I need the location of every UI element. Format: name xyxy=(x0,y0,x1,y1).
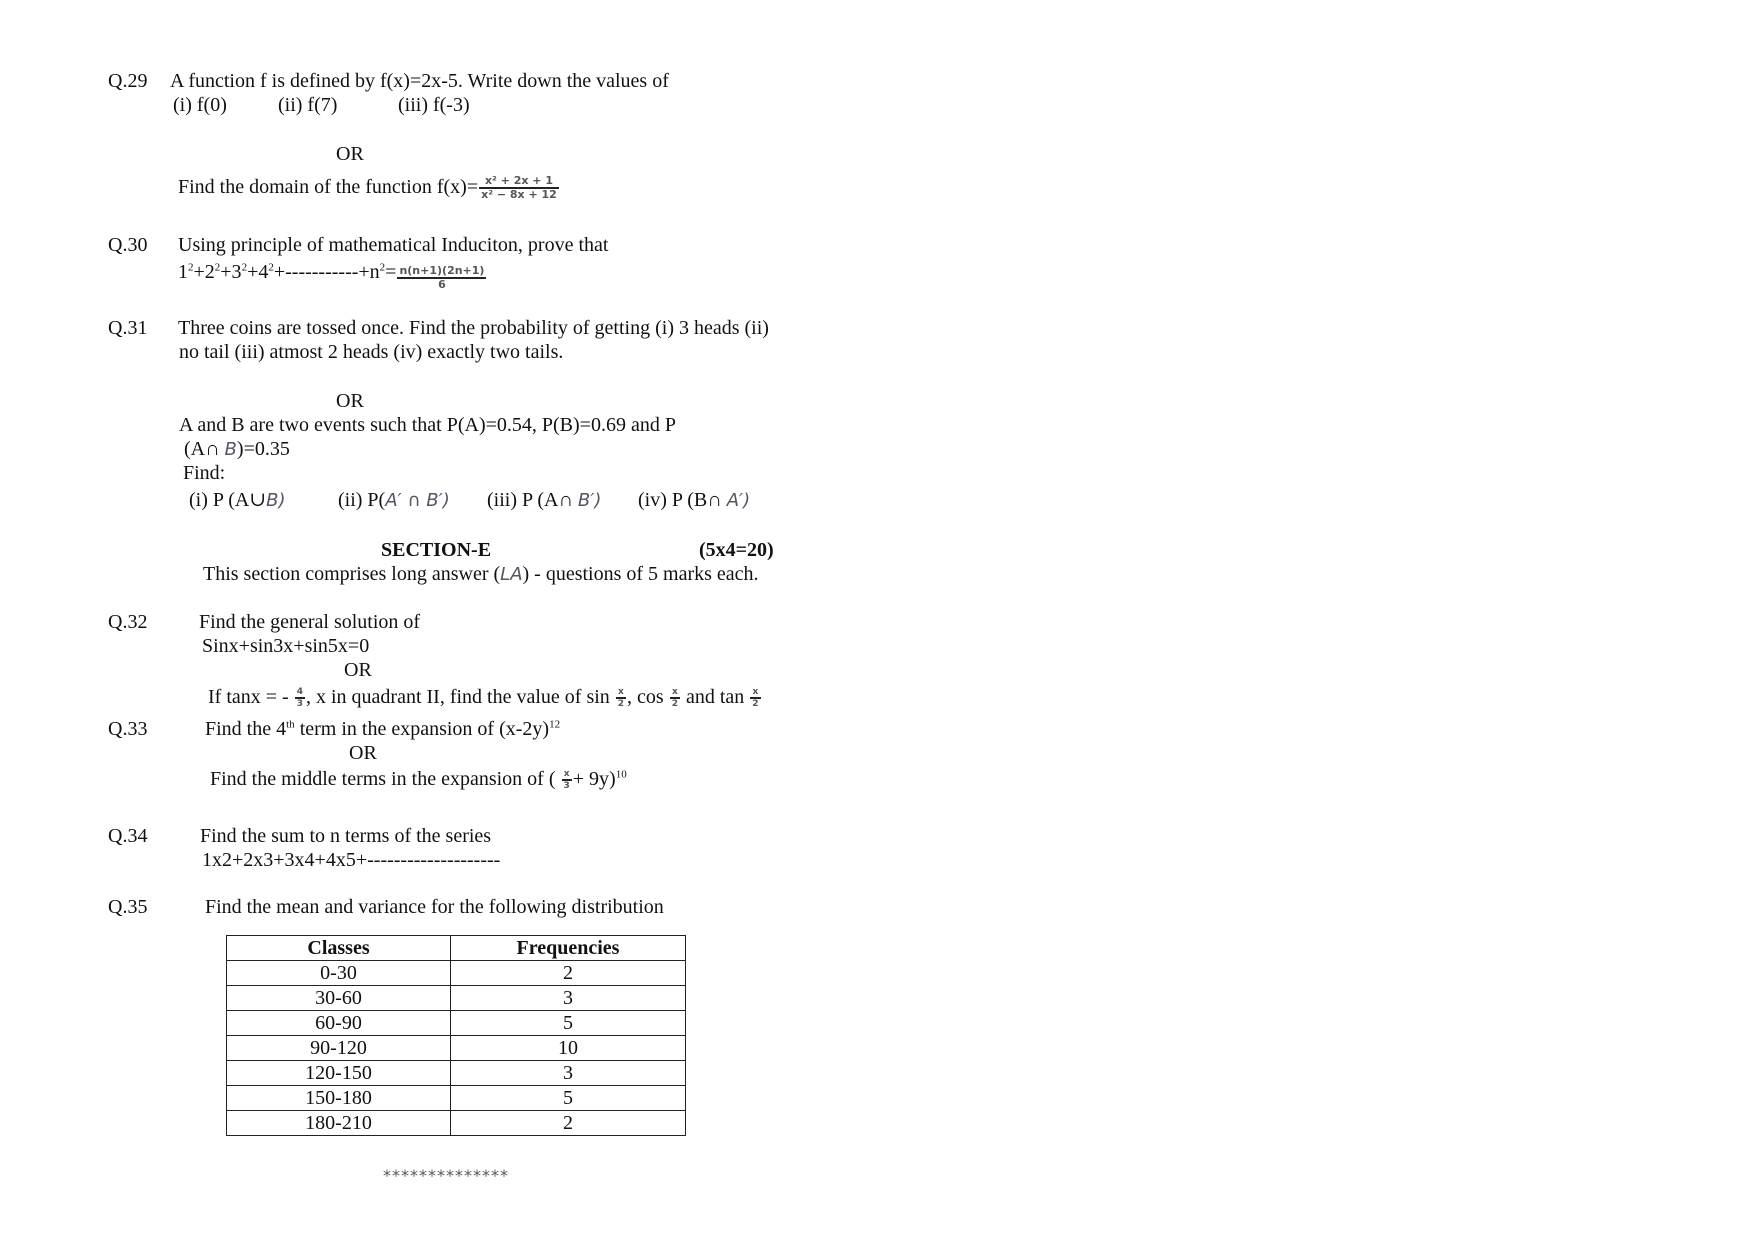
fraction-numerator: 4 xyxy=(296,687,303,698)
question-32-equation: Sinx+sin3x+sin5x=0 xyxy=(202,635,370,657)
question-number-30: Q.30 xyxy=(108,234,148,256)
desc-suffix: ) - questions of 5 marks each. xyxy=(522,563,759,585)
text-middle: term in the expansion of (x-2y) xyxy=(294,718,550,740)
alt-prefix: If tanx = - xyxy=(208,686,294,708)
question-32-text: Find the general solution of xyxy=(199,611,421,633)
part-math: A′ ∩ B′ xyxy=(385,490,443,511)
question-number-32: Q.32 xyxy=(108,611,148,633)
question-34-text: Find the sum to n terms of the series xyxy=(200,825,492,847)
distribution-table xyxy=(226,935,686,1136)
class-cell: 60-90 xyxy=(227,1011,451,1036)
question-31-part-1 xyxy=(189,488,286,513)
question-number-35: Q.35 xyxy=(108,896,148,918)
fraction-4-3 xyxy=(295,687,305,709)
tan-label: and tan xyxy=(680,686,750,708)
or-separator: OR xyxy=(349,742,377,764)
question-30-series: $1^2+2^2+3^2+4^2+-----------+n^2=$ $\frac{n(n+1)(2n+1)}{6}$ xyxy=(178,261,485,291)
question-29-part-2: (ii) f(7) xyxy=(278,94,338,116)
section-e-description xyxy=(203,562,759,587)
ordinal-suffix: th xyxy=(286,718,295,731)
exponent: 12 xyxy=(549,718,561,731)
table-row xyxy=(227,986,686,1011)
question-29-alt-text: Find the domain of the function f(x)= xyxy=(178,176,479,198)
table-header-row xyxy=(227,936,686,961)
fraction-denominator: 6 xyxy=(438,278,446,291)
part-math: B xyxy=(266,490,279,511)
math-b: B xyxy=(224,439,237,460)
frequency-cell: 5 xyxy=(451,1011,686,1036)
part-label: (iv) P (B∩ xyxy=(638,489,727,511)
question-31-find-label: Find: xyxy=(183,462,226,484)
class-cell: 90-120 xyxy=(227,1036,451,1061)
question-number-29: Q.29 xyxy=(108,70,148,92)
fraction-denominator: 3 xyxy=(296,699,303,710)
fraction-x-2-cos xyxy=(670,687,680,709)
question-31-part-4 xyxy=(638,488,750,513)
or-separator: OR xyxy=(344,659,372,681)
fraction-numerator: x xyxy=(670,687,680,699)
question-29-alt xyxy=(178,175,560,201)
end-of-paper-stars: ************** xyxy=(383,1166,509,1185)
fraction-x-3 xyxy=(562,769,572,791)
fraction-numerator: x xyxy=(616,687,626,699)
fraction-numerator: x xyxy=(750,687,760,699)
part-math: A′ xyxy=(726,490,744,511)
part-math: B′ xyxy=(577,490,595,511)
question-33-text xyxy=(205,717,560,741)
fraction-numerator: n(n+1)(2n+1) xyxy=(399,264,485,277)
frequency-cell: 2 xyxy=(451,1111,686,1136)
fraction-numerator: x² + 2x + 1 xyxy=(479,175,559,189)
alt-text-suffix: )=0.35 xyxy=(236,438,290,460)
question-31-part-3 xyxy=(487,488,601,513)
part-close: ) xyxy=(442,490,450,511)
equals-sign: = xyxy=(385,261,397,283)
question-number-31: Q.31 xyxy=(108,317,148,339)
header-classes: Classes xyxy=(227,936,451,961)
class-cell: 0-30 xyxy=(227,961,451,986)
fraction-denominator: 2 xyxy=(671,699,678,710)
section-e-marks: (5x4=20) xyxy=(699,539,774,561)
table-row xyxy=(227,1086,686,1111)
question-29-part-3: (iii) f(-3) xyxy=(398,94,470,116)
exponent: 10 xyxy=(615,768,627,781)
table-row xyxy=(227,1061,686,1086)
part-label: (iii) P (A∩ xyxy=(487,489,578,511)
induction-rhs-fraction xyxy=(397,265,486,291)
class-cell: 180-210 xyxy=(227,1111,451,1136)
question-30-text: Using principle of mathematical Induciton, prove that xyxy=(178,234,609,256)
fraction-x-2-sin xyxy=(616,687,626,709)
frequency-cell: 2 xyxy=(451,961,686,986)
question-34-series: 1x2+2x3+3x4+4x5+-------------------- xyxy=(202,849,501,871)
fraction-denominator: 2 xyxy=(617,699,625,710)
alt-text-prefix: (A∩ xyxy=(184,438,225,460)
question-31-part-2 xyxy=(338,488,450,513)
part-close: ) xyxy=(278,490,286,511)
desc-math: LA xyxy=(500,564,523,585)
part-label: (ii) P( xyxy=(338,489,386,511)
cos-label: , cos xyxy=(627,686,669,708)
question-33-alt xyxy=(210,767,627,791)
header-frequencies: Frequencies xyxy=(451,936,686,961)
question-31-text-2: no tail (iii) atmost 2 heads (iv) exactly two tails. xyxy=(179,341,564,363)
class-cell: 120-150 xyxy=(227,1061,451,1086)
table-row xyxy=(227,1011,686,1036)
question-31-alt-text-2 xyxy=(184,437,290,462)
part-close: ) xyxy=(594,490,602,511)
table-row xyxy=(227,961,686,986)
frequency-cell: 5 xyxy=(451,1086,686,1111)
section-e-title: SECTION-E xyxy=(381,539,492,561)
desc-prefix: This section comprises long answer ( xyxy=(203,563,501,585)
question-number-34: Q.34 xyxy=(108,825,148,847)
series-middle: +-----------+n xyxy=(273,261,380,283)
question-35-text: Find the mean and variance for the following distribution xyxy=(205,896,664,918)
class-cell: 150-180 xyxy=(227,1086,451,1111)
fraction-numerator: x xyxy=(562,769,572,781)
class-cell: 30-60 xyxy=(227,986,451,1011)
question-31-text: Three coins are tossed once. Find the probability of getting (i) 3 heads (ii) xyxy=(178,317,769,339)
part-label: (i) P (A∪ xyxy=(189,489,267,511)
alt-suffix: + 9y) xyxy=(572,768,616,790)
question-32-alt xyxy=(208,685,762,709)
or-separator: OR xyxy=(336,390,364,412)
frequency-cell: 10 xyxy=(451,1036,686,1061)
part-close: ) xyxy=(743,490,751,511)
frequency-cell: 3 xyxy=(451,986,686,1011)
question-29-text: A function f is defined by f(x)=2x-5. Write down the values of xyxy=(170,70,669,92)
question-29-part-1: (i) f(0) xyxy=(173,94,227,116)
domain-fraction xyxy=(479,175,559,201)
or-separator: OR xyxy=(336,143,364,165)
alt-middle: , x in quadrant II, find the value of sin xyxy=(305,686,615,708)
fraction-denominator: x² − 8x + 12 xyxy=(481,188,557,202)
table-row xyxy=(227,1111,686,1136)
fraction-x-2-tan xyxy=(750,687,760,709)
alt-prefix: Find the middle terms in the expansion of ( xyxy=(210,768,561,790)
frequency-cell: 3 xyxy=(451,1061,686,1086)
fraction-denominator: 2 xyxy=(752,699,759,710)
table-row xyxy=(227,1036,686,1061)
fraction-denominator: 3 xyxy=(563,781,570,792)
question-31-alt-text: A and B are two events such that P(A)=0.54, P(B)=0.69 and P xyxy=(179,414,676,436)
text-prefix: Find the 4 xyxy=(205,718,287,740)
question-number-33: Q.33 xyxy=(108,718,148,740)
